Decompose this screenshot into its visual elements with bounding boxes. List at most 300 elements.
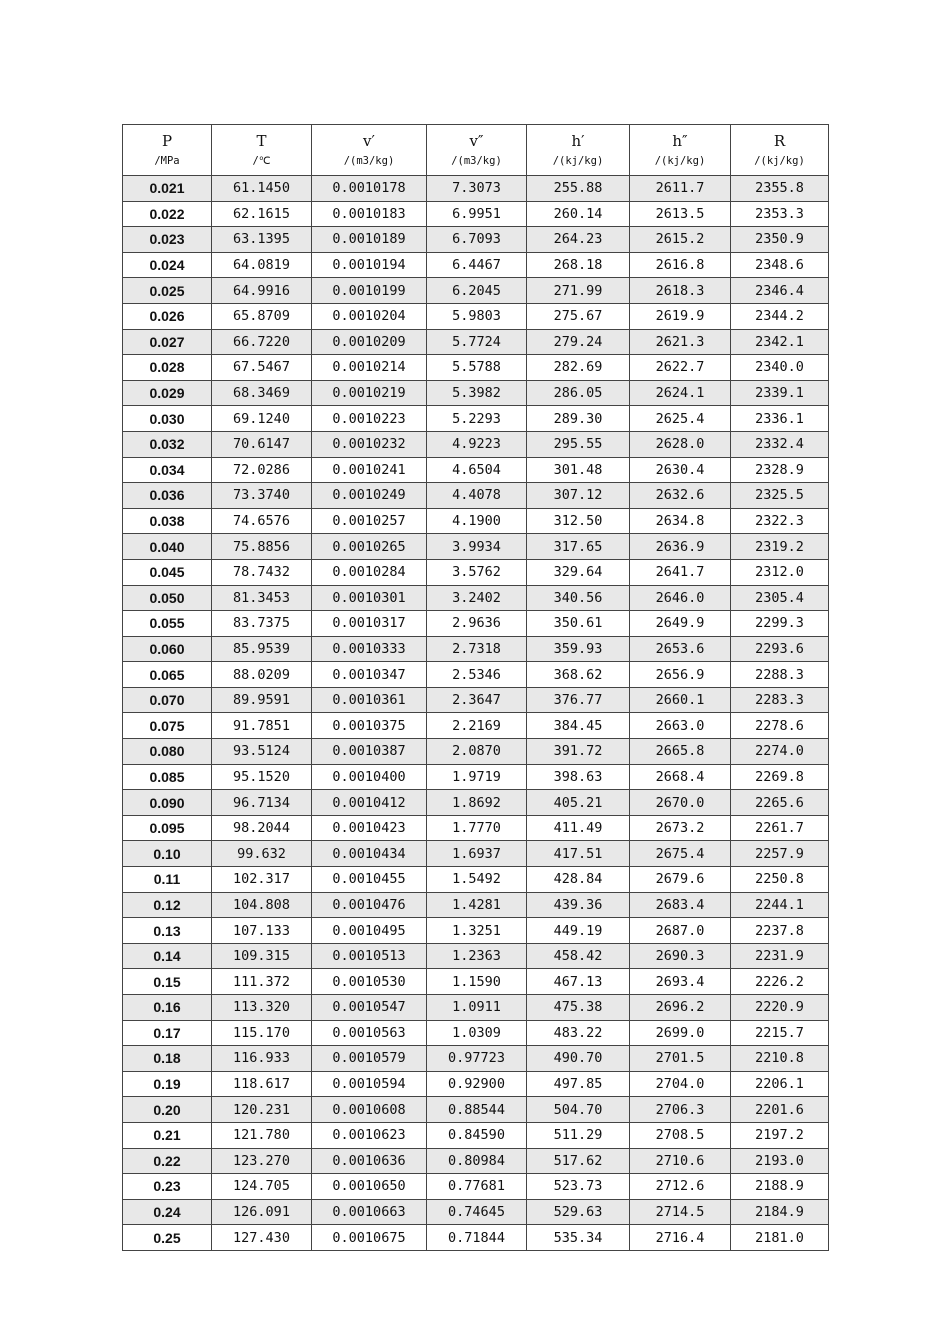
temperature-cell: 66.7220: [212, 329, 312, 355]
latent-heat-cell: 2231.9: [731, 943, 829, 969]
vapor-enthalpy-cell: 2646.0: [630, 585, 731, 611]
temperature-cell: 81.3453: [212, 585, 312, 611]
table-row: [123, 611, 829, 637]
table-row: [123, 790, 829, 816]
liquid-volume-cell: 0.0010284: [312, 559, 427, 585]
vapor-volume-cell: 2.2169: [427, 713, 527, 739]
latent-heat-cell: 2350.9: [731, 227, 829, 253]
header-symbol: h′: [571, 132, 585, 150]
vapor-volume-cell: 1.0309: [427, 1020, 527, 1046]
vapor-volume-cell: 4.6504: [427, 457, 527, 483]
vapor-enthalpy-cell: 2712.6: [630, 1174, 731, 1200]
vapor-volume-cell: 5.2293: [427, 406, 527, 432]
liquid-volume-cell: 0.0010412: [312, 790, 427, 816]
temperature-cell: 75.8856: [212, 534, 312, 560]
latent-heat-cell: 2322.3: [731, 508, 829, 534]
table-row: [123, 303, 829, 329]
pressure-cell: 0.050: [123, 585, 212, 611]
table-row: [123, 559, 829, 585]
latent-heat-cell: 2353.3: [731, 201, 829, 227]
liquid-volume-cell: 0.0010189: [312, 227, 427, 253]
vapor-volume-cell: 2.5346: [427, 662, 527, 688]
table-row: [123, 687, 829, 713]
header-unit: /(kj/kg): [754, 155, 805, 167]
pressure-cell: 0.040: [123, 534, 212, 560]
vapor-enthalpy-cell: 2632.6: [630, 483, 731, 509]
vapor-enthalpy-cell: 2690.3: [630, 943, 731, 969]
latent-heat-cell: 2288.3: [731, 662, 829, 688]
latent-heat-cell: 2299.3: [731, 611, 829, 637]
liquid-enthalpy-cell: 405.21: [527, 790, 630, 816]
vapor-enthalpy-cell: 2699.0: [630, 1020, 731, 1046]
liquid-volume-cell: 0.0010317: [312, 611, 427, 637]
vapor-enthalpy-cell: 2624.1: [630, 380, 731, 406]
header-unit: /(m3/kg): [343, 155, 395, 167]
liquid-volume-cell: 0.0010400: [312, 764, 427, 790]
vapor-volume-cell: 4.4078: [427, 483, 527, 509]
header-vapor-enthalpy: [630, 125, 731, 176]
vapor-volume-cell: 4.9223: [427, 431, 527, 457]
header-pressure: [123, 125, 212, 176]
temperature-cell: 72.0286: [212, 457, 312, 483]
temperature-cell: 98.2044: [212, 815, 312, 841]
table-row: [123, 201, 829, 227]
vapor-enthalpy-cell: 2641.7: [630, 559, 731, 585]
liquid-volume-cell: 0.0010178: [312, 176, 427, 202]
table-row: [123, 329, 829, 355]
vapor-volume-cell: 1.2363: [427, 943, 527, 969]
temperature-cell: 93.5124: [212, 739, 312, 765]
vapor-volume-cell: 1.3251: [427, 918, 527, 944]
vapor-volume-cell: 1.8692: [427, 790, 527, 816]
table-row: [123, 1199, 829, 1225]
latent-heat-cell: 2265.6: [731, 790, 829, 816]
vapor-volume-cell: 5.5788: [427, 355, 527, 381]
vapor-volume-cell: 6.7093: [427, 227, 527, 253]
liquid-enthalpy-cell: 384.45: [527, 713, 630, 739]
temperature-cell: 104.808: [212, 892, 312, 918]
vapor-volume-cell: 5.9803: [427, 303, 527, 329]
latent-heat-cell: 2346.4: [731, 278, 829, 304]
temperature-cell: 88.0209: [212, 662, 312, 688]
temperature-cell: 123.270: [212, 1148, 312, 1174]
liquid-enthalpy-cell: 350.61: [527, 611, 630, 637]
table-row: [123, 1174, 829, 1200]
temperature-cell: 107.133: [212, 918, 312, 944]
temperature-cell: 62.1615: [212, 201, 312, 227]
pressure-cell: 0.024: [123, 252, 212, 278]
temperature-cell: 95.1520: [212, 764, 312, 790]
latent-heat-cell: 2312.0: [731, 559, 829, 585]
vapor-volume-cell: 4.1900: [427, 508, 527, 534]
vapor-volume-cell: 1.1590: [427, 969, 527, 995]
table-row: [123, 252, 829, 278]
table-body: [123, 176, 829, 1251]
liquid-enthalpy-cell: 286.05: [527, 380, 630, 406]
latent-heat-cell: 2201.6: [731, 1097, 829, 1123]
latent-heat-cell: 2339.1: [731, 380, 829, 406]
vapor-volume-cell: 3.2402: [427, 585, 527, 611]
table-row: [123, 815, 829, 841]
vapor-volume-cell: 0.71844: [427, 1225, 527, 1251]
liquid-enthalpy-cell: 255.88: [527, 176, 630, 202]
temperature-cell: 83.7375: [212, 611, 312, 637]
liquid-enthalpy-cell: 282.69: [527, 355, 630, 381]
liquid-enthalpy-cell: 529.63: [527, 1199, 630, 1225]
vapor-enthalpy-cell: 2616.8: [630, 252, 731, 278]
vapor-enthalpy-cell: 2714.5: [630, 1199, 731, 1225]
liquid-volume-cell: 0.0010204: [312, 303, 427, 329]
vapor-enthalpy-cell: 2687.0: [630, 918, 731, 944]
temperature-cell: 91.7851: [212, 713, 312, 739]
liquid-enthalpy-cell: 295.55: [527, 431, 630, 457]
pressure-cell: 0.026: [123, 303, 212, 329]
liquid-enthalpy-cell: 268.18: [527, 252, 630, 278]
liquid-volume-cell: 0.0010579: [312, 1046, 427, 1072]
liquid-enthalpy-cell: 271.99: [527, 278, 630, 304]
temperature-cell: 78.7432: [212, 559, 312, 585]
vapor-enthalpy-cell: 2679.6: [630, 867, 731, 893]
vapor-volume-cell: 0.84590: [427, 1122, 527, 1148]
temperature-cell: 124.705: [212, 1174, 312, 1200]
table-row: [123, 943, 829, 969]
table-row: [123, 431, 829, 457]
pressure-cell: 0.055: [123, 611, 212, 637]
vapor-volume-cell: 0.97723: [427, 1046, 527, 1072]
vapor-enthalpy-cell: 2628.0: [630, 431, 731, 457]
liquid-enthalpy-cell: 329.64: [527, 559, 630, 585]
liquid-enthalpy-cell: 458.42: [527, 943, 630, 969]
vapor-enthalpy-cell: 2649.9: [630, 611, 731, 637]
temperature-cell: 116.933: [212, 1046, 312, 1072]
liquid-volume-cell: 0.0010199: [312, 278, 427, 304]
vapor-volume-cell: 2.0870: [427, 739, 527, 765]
vapor-volume-cell: 2.9636: [427, 611, 527, 637]
table-row: [123, 1046, 829, 1072]
latent-heat-cell: 2340.0: [731, 355, 829, 381]
vapor-enthalpy-cell: 2630.4: [630, 457, 731, 483]
table-row: [123, 841, 829, 867]
table-row: [123, 739, 829, 765]
liquid-enthalpy-cell: 417.51: [527, 841, 630, 867]
temperature-cell: 96.7134: [212, 790, 312, 816]
latent-heat-cell: 2210.8: [731, 1046, 829, 1072]
table-row: [123, 585, 829, 611]
pressure-cell: 0.032: [123, 431, 212, 457]
header-liquid-volume: [312, 125, 427, 176]
table-row: [123, 227, 829, 253]
pressure-cell: 0.16: [123, 995, 212, 1021]
liquid-enthalpy-cell: 301.48: [527, 457, 630, 483]
table-row: [123, 636, 829, 662]
pressure-cell: 0.25: [123, 1225, 212, 1251]
latent-heat-cell: 2250.8: [731, 867, 829, 893]
pressure-cell: 0.027: [123, 329, 212, 355]
latent-heat-cell: 2319.2: [731, 534, 829, 560]
table-row: [123, 918, 829, 944]
vapor-enthalpy-cell: 2710.6: [630, 1148, 731, 1174]
liquid-enthalpy-cell: 289.30: [527, 406, 630, 432]
vapor-enthalpy-cell: 2663.0: [630, 713, 731, 739]
saturated-steam-table: [122, 124, 829, 1251]
latent-heat-cell: 2184.9: [731, 1199, 829, 1225]
liquid-volume-cell: 0.0010232: [312, 431, 427, 457]
vapor-enthalpy-cell: 2621.3: [630, 329, 731, 355]
liquid-enthalpy-cell: 317.65: [527, 534, 630, 560]
header-latent-heat: [731, 125, 829, 176]
liquid-enthalpy-cell: 391.72: [527, 739, 630, 765]
table-row: [123, 508, 829, 534]
vapor-enthalpy-cell: 2636.9: [630, 534, 731, 560]
table-row: [123, 355, 829, 381]
temperature-cell: 64.9916: [212, 278, 312, 304]
header-unit: /℃: [252, 155, 271, 167]
latent-heat-cell: 2181.0: [731, 1225, 829, 1251]
table-row: [123, 892, 829, 918]
liquid-volume-cell: 0.0010219: [312, 380, 427, 406]
pressure-cell: 0.030: [123, 406, 212, 432]
vapor-enthalpy-cell: 2618.3: [630, 278, 731, 304]
temperature-cell: 68.3469: [212, 380, 312, 406]
latent-heat-cell: 2305.4: [731, 585, 829, 611]
liquid-volume-cell: 0.0010257: [312, 508, 427, 534]
liquid-enthalpy-cell: 428.84: [527, 867, 630, 893]
latent-heat-cell: 2193.0: [731, 1148, 829, 1174]
liquid-volume-cell: 0.0010387: [312, 739, 427, 765]
liquid-volume-cell: 0.0010209: [312, 329, 427, 355]
liquid-volume-cell: 0.0010347: [312, 662, 427, 688]
vapor-volume-cell: 5.3982: [427, 380, 527, 406]
temperature-cell: 102.317: [212, 867, 312, 893]
pressure-cell: 0.22: [123, 1148, 212, 1174]
latent-heat-cell: 2348.6: [731, 252, 829, 278]
liquid-enthalpy-cell: 490.70: [527, 1046, 630, 1072]
vapor-volume-cell: 0.88544: [427, 1097, 527, 1123]
table-row: [123, 457, 829, 483]
pressure-cell: 0.090: [123, 790, 212, 816]
vapor-enthalpy-cell: 2611.7: [630, 176, 731, 202]
vapor-enthalpy-cell: 2665.8: [630, 739, 731, 765]
temperature-cell: 64.0819: [212, 252, 312, 278]
pressure-cell: 0.20: [123, 1097, 212, 1123]
liquid-volume-cell: 0.0010423: [312, 815, 427, 841]
vapor-enthalpy-cell: 2675.4: [630, 841, 731, 867]
liquid-enthalpy-cell: 517.62: [527, 1148, 630, 1174]
table-row: [123, 1071, 829, 1097]
latent-heat-cell: 2355.8: [731, 176, 829, 202]
liquid-volume-cell: 0.0010530: [312, 969, 427, 995]
vapor-volume-cell: 0.92900: [427, 1071, 527, 1097]
vapor-volume-cell: 1.9719: [427, 764, 527, 790]
vapor-enthalpy-cell: 2653.6: [630, 636, 731, 662]
pressure-cell: 0.19: [123, 1071, 212, 1097]
latent-heat-cell: 2325.5: [731, 483, 829, 509]
liquid-volume-cell: 0.0010594: [312, 1071, 427, 1097]
vapor-volume-cell: 5.7724: [427, 329, 527, 355]
liquid-volume-cell: 0.0010375: [312, 713, 427, 739]
pressure-cell: 0.24: [123, 1199, 212, 1225]
latent-heat-cell: 2261.7: [731, 815, 829, 841]
liquid-volume-cell: 0.0010223: [312, 406, 427, 432]
liquid-enthalpy-cell: 279.24: [527, 329, 630, 355]
vapor-volume-cell: 0.80984: [427, 1148, 527, 1174]
pressure-cell: 0.070: [123, 687, 212, 713]
temperature-cell: 99.632: [212, 841, 312, 867]
table-row: [123, 278, 829, 304]
vapor-enthalpy-cell: 2673.2: [630, 815, 731, 841]
liquid-volume-cell: 0.0010455: [312, 867, 427, 893]
temperature-cell: 85.9539: [212, 636, 312, 662]
latent-heat-cell: 2197.2: [731, 1122, 829, 1148]
temperature-cell: 113.320: [212, 995, 312, 1021]
vapor-volume-cell: 3.9934: [427, 534, 527, 560]
liquid-volume-cell: 0.0010361: [312, 687, 427, 713]
header-liquid-enthalpy: [527, 125, 630, 176]
liquid-volume-cell: 0.0010675: [312, 1225, 427, 1251]
liquid-enthalpy-cell: 523.73: [527, 1174, 630, 1200]
latent-heat-cell: 2344.2: [731, 303, 829, 329]
vapor-volume-cell: 6.9951: [427, 201, 527, 227]
liquid-volume-cell: 0.0010214: [312, 355, 427, 381]
vapor-volume-cell: 1.7770: [427, 815, 527, 841]
temperature-cell: 121.780: [212, 1122, 312, 1148]
temperature-cell: 70.6147: [212, 431, 312, 457]
vapor-volume-cell: 1.6937: [427, 841, 527, 867]
vapor-enthalpy-cell: 2625.4: [630, 406, 731, 432]
pressure-cell: 0.15: [123, 969, 212, 995]
vapor-enthalpy-cell: 2701.5: [630, 1046, 731, 1072]
vapor-volume-cell: 2.3647: [427, 687, 527, 713]
pressure-cell: 0.12: [123, 892, 212, 918]
pressure-cell: 0.060: [123, 636, 212, 662]
liquid-enthalpy-cell: 359.93: [527, 636, 630, 662]
temperature-cell: 111.372: [212, 969, 312, 995]
latent-heat-cell: 2215.7: [731, 1020, 829, 1046]
vapor-volume-cell: 7.3073: [427, 176, 527, 202]
vapor-enthalpy-cell: 2668.4: [630, 764, 731, 790]
table-row: [123, 662, 829, 688]
pressure-cell: 0.14: [123, 943, 212, 969]
table-row: [123, 483, 829, 509]
header-unit: /(kj/kg): [552, 155, 604, 167]
vapor-volume-cell: 1.5492: [427, 867, 527, 893]
header-unit: /MPa: [154, 155, 180, 167]
pressure-cell: 0.21: [123, 1122, 212, 1148]
vapor-volume-cell: 0.74645: [427, 1199, 527, 1225]
vapor-volume-cell: 2.7318: [427, 636, 527, 662]
header-vapor-volume: [427, 125, 527, 176]
liquid-enthalpy-cell: 307.12: [527, 483, 630, 509]
table-row: [123, 406, 829, 432]
vapor-enthalpy-cell: 2615.2: [630, 227, 731, 253]
vapor-enthalpy-cell: 2613.5: [630, 201, 731, 227]
pressure-cell: 0.022: [123, 201, 212, 227]
pressure-cell: 0.13: [123, 918, 212, 944]
vapor-enthalpy-cell: 2622.7: [630, 355, 731, 381]
pressure-cell: 0.028: [123, 355, 212, 381]
pressure-cell: 0.095: [123, 815, 212, 841]
latent-heat-cell: 2257.9: [731, 841, 829, 867]
temperature-cell: 73.3740: [212, 483, 312, 509]
pressure-cell: 0.10: [123, 841, 212, 867]
latent-heat-cell: 2269.8: [731, 764, 829, 790]
vapor-volume-cell: 0.77681: [427, 1174, 527, 1200]
latent-heat-cell: 2244.1: [731, 892, 829, 918]
pressure-cell: 0.036: [123, 483, 212, 509]
vapor-enthalpy-cell: 2670.0: [630, 790, 731, 816]
temperature-cell: 74.6576: [212, 508, 312, 534]
liquid-volume-cell: 0.0010608: [312, 1097, 427, 1123]
liquid-enthalpy-cell: 368.62: [527, 662, 630, 688]
pressure-cell: 0.038: [123, 508, 212, 534]
liquid-volume-cell: 0.0010333: [312, 636, 427, 662]
temperature-cell: 120.231: [212, 1097, 312, 1123]
latent-heat-cell: 2332.4: [731, 431, 829, 457]
temperature-cell: 89.9591: [212, 687, 312, 713]
temperature-cell: 63.1395: [212, 227, 312, 253]
liquid-enthalpy-cell: 449.19: [527, 918, 630, 944]
table-row: [123, 1020, 829, 1046]
temperature-cell: 67.5467: [212, 355, 312, 381]
vapor-enthalpy-cell: 2706.3: [630, 1097, 731, 1123]
liquid-volume-cell: 0.0010663: [312, 1199, 427, 1225]
pressure-cell: 0.17: [123, 1020, 212, 1046]
temperature-cell: 65.8709: [212, 303, 312, 329]
table-row: [123, 995, 829, 1021]
vapor-enthalpy-cell: 2619.9: [630, 303, 731, 329]
table-row: [123, 176, 829, 202]
pressure-cell: 0.11: [123, 867, 212, 893]
table-row: [123, 534, 829, 560]
table-row: [123, 969, 829, 995]
pressure-cell: 0.025: [123, 278, 212, 304]
header-row: [123, 125, 829, 176]
header-symbol: v″: [469, 132, 484, 150]
vapor-volume-cell: 1.4281: [427, 892, 527, 918]
liquid-volume-cell: 0.0010650: [312, 1174, 427, 1200]
table-row: [123, 1225, 829, 1251]
vapor-enthalpy-cell: 2696.2: [630, 995, 731, 1021]
liquid-enthalpy-cell: 497.85: [527, 1071, 630, 1097]
table-row: [123, 764, 829, 790]
liquid-enthalpy-cell: 398.63: [527, 764, 630, 790]
pressure-cell: 0.085: [123, 764, 212, 790]
latent-heat-cell: 2220.9: [731, 995, 829, 1021]
latent-heat-cell: 2336.1: [731, 406, 829, 432]
pressure-cell: 0.045: [123, 559, 212, 585]
vapor-volume-cell: 6.2045: [427, 278, 527, 304]
table-row: [123, 1097, 829, 1123]
liquid-volume-cell: 0.0010301: [312, 585, 427, 611]
temperature-cell: 126.091: [212, 1199, 312, 1225]
table-header: [123, 125, 829, 176]
liquid-volume-cell: 0.0010194: [312, 252, 427, 278]
pressure-cell: 0.065: [123, 662, 212, 688]
liquid-enthalpy-cell: 264.23: [527, 227, 630, 253]
pressure-cell: 0.23: [123, 1174, 212, 1200]
liquid-volume-cell: 0.0010623: [312, 1122, 427, 1148]
vapor-volume-cell: 3.5762: [427, 559, 527, 585]
liquid-enthalpy-cell: 275.67: [527, 303, 630, 329]
vapor-enthalpy-cell: 2660.1: [630, 687, 731, 713]
latent-heat-cell: 2278.6: [731, 713, 829, 739]
liquid-volume-cell: 0.0010249: [312, 483, 427, 509]
vapor-volume-cell: 6.4467: [427, 252, 527, 278]
liquid-enthalpy-cell: 439.36: [527, 892, 630, 918]
liquid-enthalpy-cell: 340.56: [527, 585, 630, 611]
pressure-cell: 0.021: [123, 176, 212, 202]
latent-heat-cell: 2226.2: [731, 969, 829, 995]
